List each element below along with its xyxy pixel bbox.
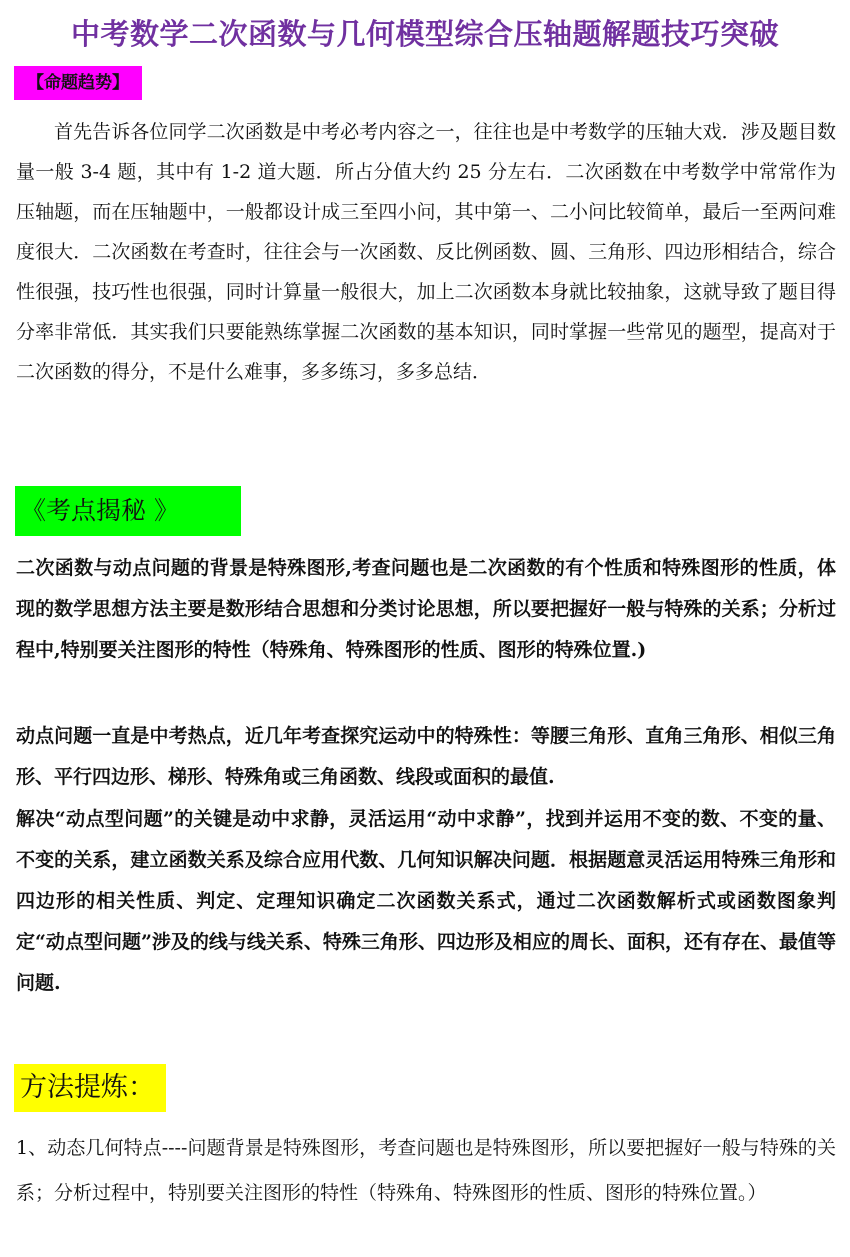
secret-paragraph-1: 二次函数与动点问题的背景是特殊图形,考查问题也是二次函数的有个性质和特殊图形的性质，体现的数学思想方法主要是数形结合思想和分类讨论思想，所以要把握好一般与特殊的关系；分析过程中,特别要关注图形的特性（特殊角、特殊图形的性质、图形的特殊位置.) (16, 557, 836, 661)
section-tag-trend: 【命题趋势】 (14, 66, 142, 100)
method-paragraph-1: 1、动态几何特点----问题背景是特殊图形，考查问题也是特殊图形，所以要把握好一般与特殊的关系；分析过程中，特别要关注图形的特性（特殊角、特殊图形的性质、图形的特殊位置。） (16, 1137, 836, 1204)
secret-paragraph-2: 动点问题一直是中考热点，近几年考查探究运动中的特殊性：等腰三角形、直角三角形、相似三角形、平行四边形、梯形、特殊角或三角函数、线段或面积的最值. (16, 725, 836, 788)
page-title: 中考数学二次函数与几何模型综合压轴题解题技巧突破 (70, 17, 779, 51)
intro-paragraph: 首先告诉各位同学二次函数是中考必考内容之一，往往也是中考数学的压轴大戏．涉及题目数量一般 3-4 题，其中有 1-2 道大题．所占分值大约 25 分左右．二次函数在中考数学中常常作为压轴题，而在压轴题中，一般都设计成三至四小问，其中第一、二小问比较简单，最后一至两问难度很大．二次函数在考查时，往往会与一次函数、反比例函数、圆、三角形、四边形相结合，综合性很强，技巧性也很强，同时计算量一般很大，加上二次函数本身就比较抽象，这就导致了题目得分率非常低．其实我们只要能熟练掌握二次函数的基本知识，同时掌握一些常见的题型，提高对于二次函数的得分，不是什么难事，多多练习，多多总结． (16, 121, 836, 383)
section-tag-secret: 《考点揭秘 》 (15, 486, 241, 536)
section-tag-method: 方法提炼： (14, 1064, 166, 1112)
secret-paragraph-3: 解决“动点型问题”的关键是动中求静，灵活运用“动中求静”，找到并运用不变的数、不变的量、不变的关系，建立函数关系及综合应用代数、几何知识解决问题．根据题意灵活运用特殊三角形和四边形的相关性质、判定、定理知识确定二次函数关系式，通过二次函数解析式或函数图象判定“动点型问题”涉及的线与线关系、特殊三角形、四边形及相应的周长、面积，还有存在、最值等问题. (16, 808, 836, 994)
